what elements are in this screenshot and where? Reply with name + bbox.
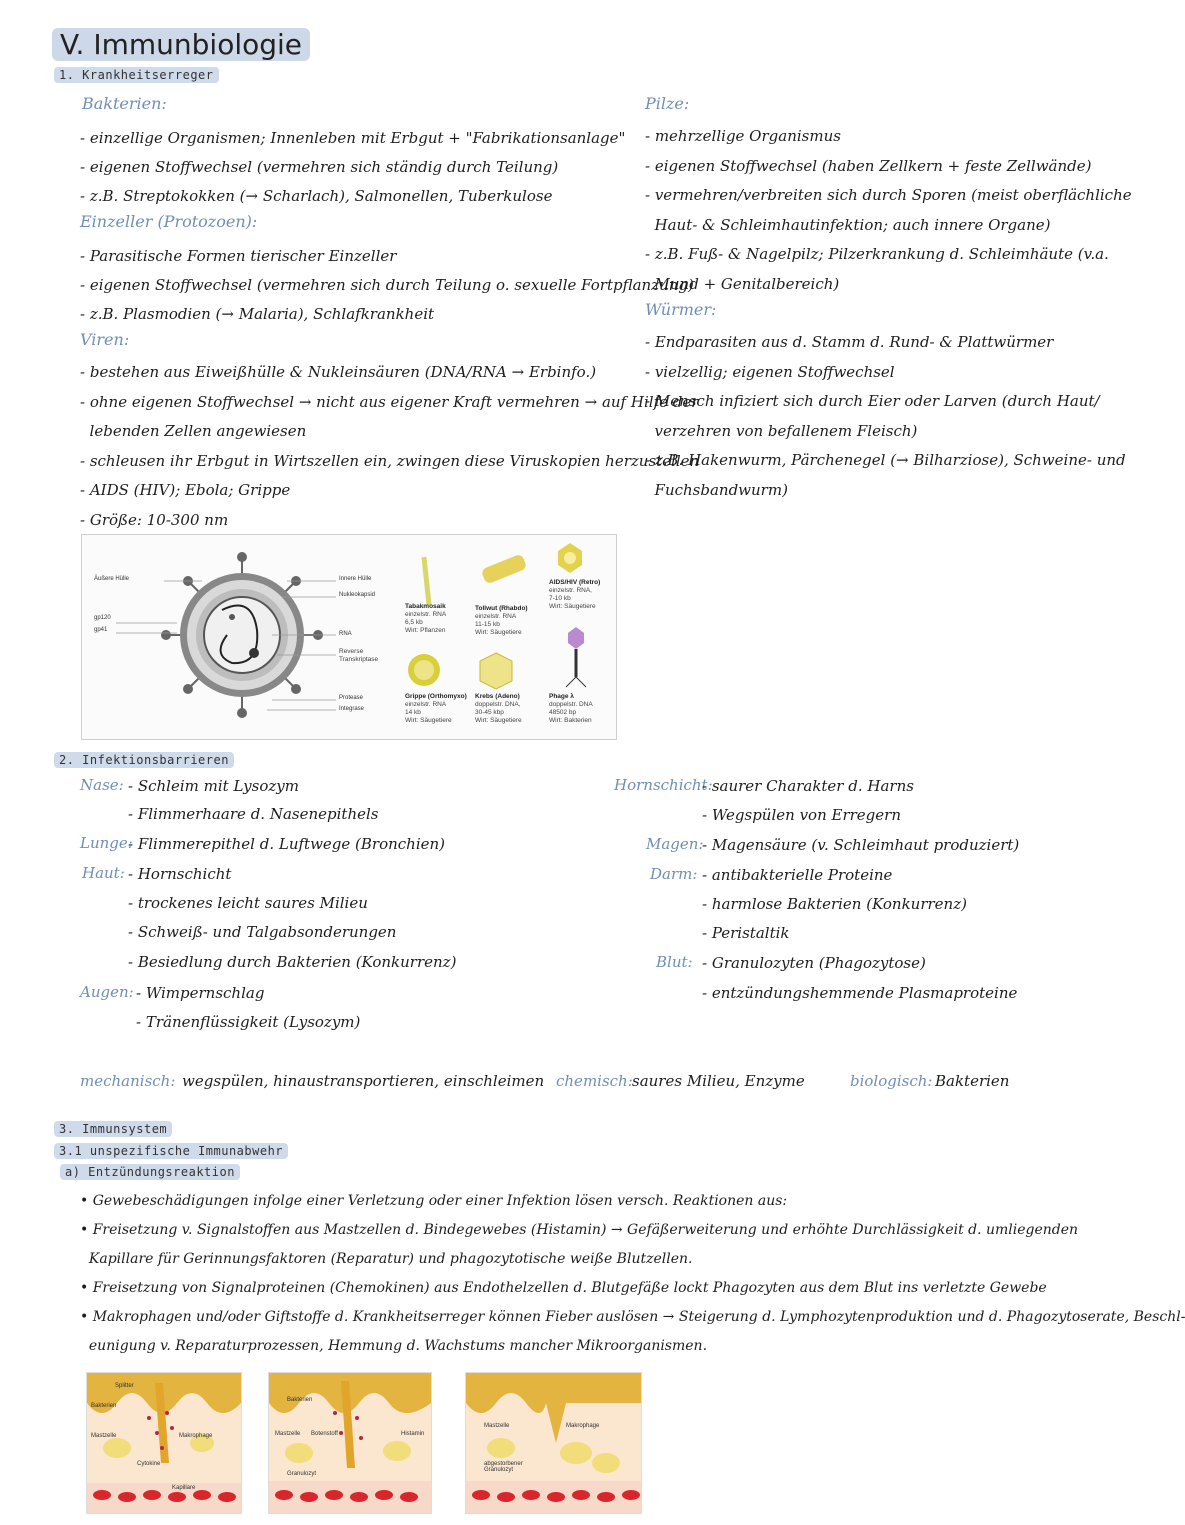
tabakmosaik-virus-icon xyxy=(422,557,432,605)
summary-biologisch-label: biologisch: xyxy=(850,1072,933,1090)
virus-type-info: doppelstr. DNA, 30-45 kbp Wirt: Säugetiere xyxy=(475,701,522,724)
list-item: - Peristaltik xyxy=(702,924,790,942)
virus-type-name: Grippe (Orthomyxo) xyxy=(405,693,467,700)
image-label: Bakterien xyxy=(287,1397,313,1403)
image-label: Splitter xyxy=(115,1383,134,1389)
list-item: - bestehen aus Eiweißhülle & Nukleinsäuren (DNA/RNA → Erbinfo.) xyxy=(80,363,597,381)
adeno-virus-icon xyxy=(480,653,512,689)
list-entzuendungsreaktion xyxy=(80,1187,1185,1361)
list-item: - schleusen ihr Erbgut in Wirtszellen ein, zwingen diese Viruskopien herzustellen xyxy=(80,451,700,470)
list-item: - mehrzellige Organismus xyxy=(645,127,841,145)
list-item: • Gewebeschädigungen infolge einer Verletzung oder einer Infektion lösen versch. Reaktionen aus: xyxy=(80,1193,788,1209)
virus-figure xyxy=(81,534,617,740)
heading-augen: Augen: xyxy=(80,983,134,1001)
virus-type-info: einzelstr. RNA 6,5 kb Wirt: Pflanzen xyxy=(405,611,447,634)
virus-type-krebs xyxy=(475,693,522,725)
label-reverse-transkriptase: Reverse Transkriptase xyxy=(339,648,379,663)
label-gp120: gp120 xyxy=(94,615,111,621)
virus-type-name: Tollwut (Rhabdo) xyxy=(475,605,528,612)
list-item: - trockenes leicht saures Milieu xyxy=(128,894,368,912)
list-item: - Granulozyten (Phagozytose) xyxy=(702,954,926,972)
list-item: - entzündungshemmende Plasmaproteine xyxy=(702,984,1018,1002)
heading-blut: Blut: xyxy=(656,953,693,971)
list-item: • Freisetzung v. Signalstoffen aus Mastzellen d. Bindegewebes (Histamin) → Gefäßerweiterung und erhöhte Durchlässigkeit d. umliegenden xyxy=(80,1222,1079,1238)
heading-pilze: Pilze: xyxy=(645,94,690,113)
list-item: • Makrophagen und/oder Giftstoffe d. Krankheitserreger können Fieber auslösen → Steigerung d. Lymphozytenproduktion und d. Phagozytoserate, Beschl- xyxy=(80,1309,1185,1325)
list-item: - Wimpernschlag xyxy=(136,984,265,1002)
image-label: Bakterien xyxy=(91,1403,117,1409)
list-item: - harmlose Bakterien (Konkurrenz) xyxy=(702,895,967,913)
phage-icon xyxy=(568,627,584,649)
virus-type-info: einzelstr. RNA 14 kb Wirt: Säugetiere xyxy=(405,701,452,724)
list-item: - Hornschicht xyxy=(128,865,232,883)
label-innere-huelle: Innere Hülle xyxy=(339,576,372,582)
virus-type-hiv xyxy=(549,579,600,611)
list-item: - Flimmerhaare d. Nasenepithels xyxy=(128,805,379,823)
image-label: Mastzelle xyxy=(275,1431,301,1437)
list-item: - Parasitische Formen tierischer Einzeller xyxy=(80,247,397,265)
section-label-krankheitserreger: 1. Krankheitserreger xyxy=(54,67,219,83)
virus-type-tollwut xyxy=(475,605,528,637)
list-item: Mund + Genitalbereich) xyxy=(645,274,840,293)
heading-lunge: Lunge: xyxy=(80,834,133,852)
summary-mechanisch-label: mechanisch: xyxy=(80,1072,176,1090)
image-label: Granulozyt xyxy=(287,1471,317,1477)
section-label-immunsystem: 3. Immunsystem xyxy=(54,1121,172,1137)
list-item: - Schweiß- und Talgabsonderungen xyxy=(128,923,397,941)
heading-nase: Nase: xyxy=(80,776,124,794)
list-item: Kapillare für Gerinnungsfaktoren (Reparatur) und phagozytotische weiße Blutzellen. xyxy=(80,1251,693,1267)
virus-type-info: einzelstr. RNA, 7-10 kb Wirt: Säugetiere xyxy=(549,587,596,610)
section-label-entzuendung: a) Entzündungsreaktion xyxy=(60,1164,240,1180)
label-nukleokapsid: Nukleokapsid xyxy=(339,592,376,598)
list-pilze xyxy=(645,122,1132,299)
list-wuermer xyxy=(645,328,1126,505)
virus-type-name: Tabakmosaik xyxy=(405,603,446,610)
list-item: Haut- & Schleimhautinfektion; auch innere Organe) xyxy=(645,215,1051,234)
list-item: - eigenen Stoffwechsel (vermehren sich durch Teilung o. sexuelle Fortpflanzung) xyxy=(80,276,694,294)
inflammation-image-3 xyxy=(465,1372,642,1514)
list-item: - eigenen Stoffwechsel (vermehren sich ständig durch Teilung) xyxy=(80,158,559,176)
image-label: Makrophage xyxy=(179,1433,213,1439)
heading-bakterien: Bakterien: xyxy=(82,94,167,113)
virus-type-info: doppelstr. DNA 48502 bp Wirt: Bakterien xyxy=(549,701,593,724)
label-gp41: gp41 xyxy=(94,627,108,633)
list-item: Fuchsbandwurm) xyxy=(645,480,788,499)
list-item: - Wegspülen von Erregern xyxy=(702,806,901,824)
list-item: - ohne eigenen Stoffwechsel → nicht aus eigener Kraft vermehren → auf Hilfe der xyxy=(80,392,699,411)
label-aeussere-huelle: Äußere Hülle xyxy=(94,576,130,582)
image-label: Kapillare xyxy=(172,1485,196,1491)
list-item: • Freisetzung von Signalproteinen (Chemokinen) aus Endothelzellen d. Blutgefäße lockt Phagozyten aus dem Blut ins verletzte Gewebe xyxy=(80,1280,1047,1296)
heading-magen: Magen: xyxy=(646,835,704,853)
image-label: Cytokine xyxy=(137,1461,161,1467)
image-label: Mastzelle xyxy=(484,1423,510,1429)
list-item: - Endparasiten aus d. Stamm d. Rund- & Plattwürmer xyxy=(645,333,1054,351)
label-protease: Protease xyxy=(339,695,364,701)
summary-chemisch-label: chemisch: xyxy=(556,1072,633,1090)
list-item: - Besiedlung durch Bakterien (Konkurrenz) xyxy=(128,953,457,971)
section-label-unspezifisch: 3.1 unspezifische Immunabwehr xyxy=(54,1143,288,1159)
virus-type-grippe xyxy=(405,693,467,725)
heading-wuermer: Würmer: xyxy=(645,300,717,319)
list-bakterien xyxy=(80,124,625,211)
list-viren xyxy=(80,358,699,535)
list-item: lebenden Zellen angewiesen xyxy=(80,422,307,440)
list-item: - z.B. Streptokokken (→ Scharlach), Salmonellen, Tuberkulose xyxy=(80,187,553,205)
list-item: - vermehren/verbreiten sich durch Sporen (meist oberflächliche xyxy=(645,186,1132,204)
virus-type-name: Phage λ xyxy=(549,693,574,700)
virus-type-name: AIDS/HIV (Retro) xyxy=(549,579,601,586)
label-integrase: Integrase xyxy=(339,706,365,712)
summary-biologisch-text: Bakterien xyxy=(935,1072,1010,1090)
list-item: - Größe: 10-300 nm xyxy=(80,510,229,529)
list-item: - antibakterielle Proteine xyxy=(702,866,893,884)
list-item: - Schleim mit Lysozym xyxy=(128,777,299,795)
list-item: - eigenen Stoffwechsel (haben Zellkern + feste Zellwände) xyxy=(645,156,1092,175)
tollwut-virus-icon xyxy=(481,553,528,584)
inflammation-image-2 xyxy=(268,1372,432,1514)
image-label: Mastzelle xyxy=(91,1433,117,1439)
inflammation-image-1 xyxy=(86,1372,242,1514)
virus-type-phage xyxy=(549,693,593,725)
image-label: Histamin xyxy=(401,1431,425,1437)
list-item: - Mensch infiziert sich durch Eier oder Larven (durch Haut/ xyxy=(645,392,1100,410)
list-item: - z.B. Fuß- & Nagelpilz; Pilzerkrankung d. Schleimhäute (v.a. xyxy=(645,245,1109,263)
list-item: - z.B. Plasmodien (→ Malaria), Schlafkrankheit xyxy=(80,305,435,323)
page-title: V. Immunbiologie xyxy=(52,28,310,61)
virus-type-name: Krebs (Adeno) xyxy=(475,693,520,700)
list-item: - Magensäure (v. Schleimhaut produziert) xyxy=(702,836,1020,854)
list-item: eunigung v. Reparaturprozessen, Hemmung d. Wachstums mancher Mikroorganismen. xyxy=(80,1338,708,1354)
image-label: Botenstoff xyxy=(311,1431,338,1437)
image-label: Makrophage xyxy=(566,1423,600,1429)
list-item: verzehren von befallenem Fleisch) xyxy=(645,421,918,440)
heading-hornschicht: Hornschicht: xyxy=(614,776,713,794)
heading-darm: Darm: xyxy=(650,865,698,883)
section-label-infektionsbarrieren: 2. Infektionsbarrieren xyxy=(54,752,234,768)
image-label: abgestorbener Granulozyt xyxy=(484,1461,523,1473)
virus-type-tabakmosaik xyxy=(405,603,446,635)
list-item: - AIDS (HIV); Ebola; Grippe xyxy=(80,481,291,499)
summary-mechanisch-text: wegspülen, hinaustransportieren, einschleimen xyxy=(182,1072,545,1090)
list-item: - saurer Charakter d. Harns xyxy=(702,777,914,795)
label-rna: RNA xyxy=(339,631,352,637)
heading-einzeller: Einzeller (Protozoen): xyxy=(80,212,258,231)
list-einzeller xyxy=(80,242,694,329)
list-item: - vielzellig; eigenen Stoffwechsel xyxy=(645,362,895,381)
list-item: - z.B. Hakenwurm, Pärchenegel (→ Bilharziose), Schweine- und xyxy=(645,451,1126,469)
summary-chemisch-text: saures Milieu, Enzyme xyxy=(632,1072,805,1090)
list-item: - einzellige Organismen; Innenleben mit Erbgut + "Fabrikationsanlage" xyxy=(80,129,626,147)
heading-haut: Haut: xyxy=(82,864,125,882)
heading-viren: Viren: xyxy=(80,330,130,349)
list-item: - Tränenflüssigkeit (Lysozym) xyxy=(136,1013,361,1031)
virus-type-info: einzelstr. RNA 11-15 kb Wirt: Säugetiere xyxy=(475,613,522,636)
list-item: - Flimmerepithel d. Luftwege (Bronchien) xyxy=(128,835,446,853)
